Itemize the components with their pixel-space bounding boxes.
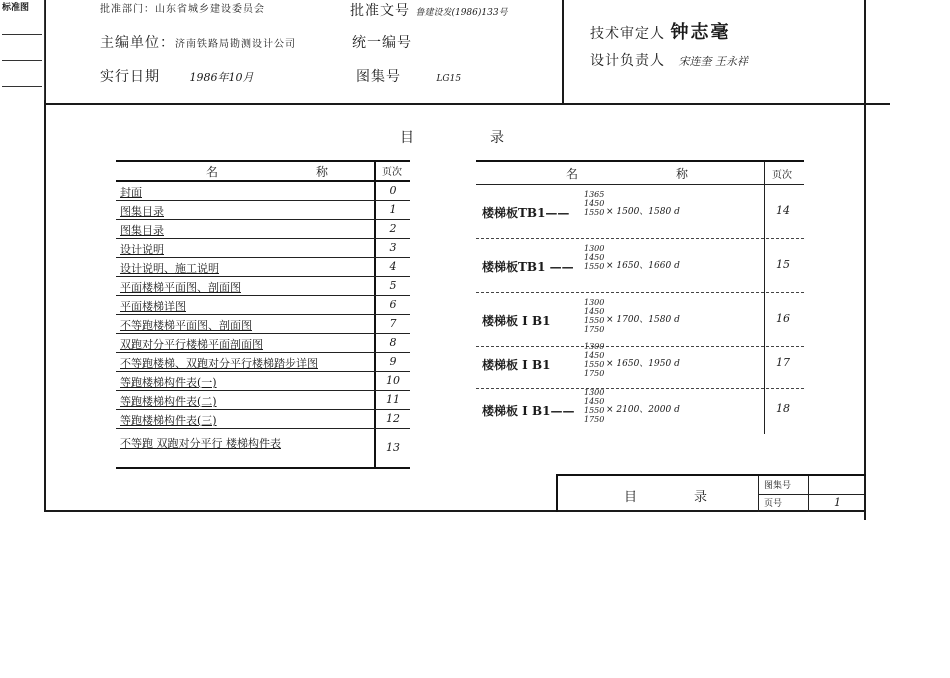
table-row xyxy=(116,277,410,296)
atlas-no-label: 图集号 xyxy=(356,69,401,85)
design-lead xyxy=(590,50,748,70)
right-table-header xyxy=(476,162,804,185)
impl-date xyxy=(100,66,253,86)
approval-doc-label: 批准文号 xyxy=(350,3,410,19)
row-page: 8 xyxy=(389,336,397,349)
unified-no xyxy=(352,32,412,52)
row-name: 不等跑楼梯、双跑对分平行楼梯踏步详图 xyxy=(120,357,318,370)
row-dims: 1365 1450 1550 xyxy=(584,190,605,217)
toc-title-right: 录 xyxy=(490,130,504,146)
row-name: 封面 xyxy=(120,186,142,199)
frame-right-border xyxy=(864,0,866,520)
unified-no-label: 统一编号 xyxy=(352,35,412,51)
right-header-name-b: 称 xyxy=(676,167,689,181)
row-name: 楼梯板 I B1 xyxy=(482,358,551,372)
table-row xyxy=(116,220,410,239)
row-name: 图集目录 xyxy=(120,224,164,237)
row-name: 等跑楼梯构件表(三) xyxy=(120,414,217,427)
left-header-name-a: 名 xyxy=(206,165,219,179)
table-row xyxy=(116,182,410,201)
header-bottom-border xyxy=(46,103,890,105)
table-row xyxy=(476,338,804,390)
margin-stamp xyxy=(0,0,45,100)
table-row xyxy=(116,239,410,258)
row-name: 等跑楼梯构件表(二) xyxy=(120,395,217,408)
row-name: 设计说明、施工说明 xyxy=(120,262,219,275)
table-row xyxy=(116,201,410,220)
row-page: 17 xyxy=(776,356,790,369)
row-name: 楼梯板TB1—— xyxy=(482,206,570,220)
design-lead-label: 设计负责人 xyxy=(590,53,665,69)
right-header-page: 页次 xyxy=(772,170,792,181)
title-block-name-left: 目 xyxy=(624,490,638,505)
stamp-side-chars: 标准图 xyxy=(2,0,42,35)
row-dims: 1300 1450 1550 xyxy=(584,244,605,271)
row-dims: 1300 1450 1550 1750 xyxy=(584,388,605,424)
row-spec: × 1500、1580 d xyxy=(606,207,680,217)
title-block-page-value: 1 xyxy=(834,496,841,509)
row-divider xyxy=(476,238,804,239)
row-page: 18 xyxy=(776,402,790,415)
row-dims: 1300 1450 1550 1750 xyxy=(584,298,605,334)
approval-doc-value: 鲁建设发(1986)133号 xyxy=(415,8,508,18)
editor-unit xyxy=(100,32,296,52)
approval-dept-label: 批准部门： xyxy=(100,4,155,15)
table-row xyxy=(476,240,804,292)
row-name: 平面楼梯详图 xyxy=(120,300,186,313)
impl-date-value: 1986年10月 xyxy=(189,71,254,84)
title-block-name-right: 录 xyxy=(694,490,708,505)
table-row xyxy=(476,186,804,238)
row-spec: × 1700、1580 d xyxy=(606,315,680,325)
row-page: 1 xyxy=(389,203,397,216)
row-page: 0 xyxy=(389,184,397,197)
tech-reviewer-label: 技术审定人 xyxy=(590,26,665,42)
row-name: 等跑楼梯构件表(一) xyxy=(120,376,217,389)
editor-value: 济南铁路局勘测设计公司 xyxy=(175,39,296,50)
row-page: 12 xyxy=(386,412,400,425)
table-row xyxy=(116,296,410,315)
row-page: 6 xyxy=(389,298,397,311)
atlas-no-value: LG15 xyxy=(436,74,462,84)
title-block-atlas-label: 图集号 xyxy=(764,481,792,491)
row-name: 楼梯板TB1 —— xyxy=(482,260,574,274)
row-name: 不等跑楼梯平面图、剖面图 xyxy=(120,319,252,332)
design-lead-signature: 宋连奎 王永祥 xyxy=(678,55,748,68)
row-page: 9 xyxy=(389,355,397,368)
row-page: 14 xyxy=(776,204,790,217)
left-table-header xyxy=(116,162,410,182)
table-row xyxy=(116,353,410,372)
row-page: 7 xyxy=(389,317,397,330)
table-row xyxy=(116,391,410,410)
toc-right-table xyxy=(476,160,804,434)
editor-label: 主编单位： xyxy=(100,35,175,51)
row-name: 不等跑 双跑对分平行 楼梯构件表 xyxy=(120,437,281,450)
approval-doc xyxy=(350,0,508,20)
row-name: 图集目录 xyxy=(120,205,164,218)
row-divider xyxy=(476,292,804,293)
approval-dept xyxy=(100,0,265,15)
right-header-name-a: 名 xyxy=(566,167,579,181)
impl-date-label: 实行日期 xyxy=(100,69,160,85)
left-header-page: 页次 xyxy=(382,167,402,178)
left-header-name-b: 称 xyxy=(316,165,329,179)
approval-dept-value: 山东省城乡建设委员会 xyxy=(155,4,265,15)
row-name: 双跑对分平行楼梯平面剖面图 xyxy=(120,338,263,351)
row-page: 13 xyxy=(386,441,400,454)
row-page: 11 xyxy=(386,393,400,406)
row-dims: 1300 1450 1550 1750 xyxy=(584,342,605,378)
tech-reviewer xyxy=(590,18,730,44)
tech-reviewer-signature: 钟志毫 xyxy=(670,22,731,43)
row-page: 3 xyxy=(389,241,397,254)
row-page: 4 xyxy=(389,260,397,273)
row-name: 设计说明 xyxy=(120,243,164,256)
table-row xyxy=(116,315,410,334)
row-page: 2 xyxy=(389,222,397,235)
row-name: 楼梯板 I B1 xyxy=(482,314,551,328)
row-page: 15 xyxy=(776,258,790,271)
row-page: 10 xyxy=(386,374,400,387)
row-spec: × 1650、1950 d xyxy=(606,359,680,369)
header-divider xyxy=(562,0,564,104)
row-spec: × 2100、2000 d xyxy=(606,405,680,415)
row-spec: × 1650、1660 d xyxy=(606,261,680,271)
table-row xyxy=(116,410,410,429)
toc-title-left: 目 xyxy=(400,130,414,146)
atlas-no xyxy=(356,66,461,86)
title-block xyxy=(556,474,866,512)
row-name: 平面楼梯平面图、剖面图 xyxy=(120,281,241,294)
table-row xyxy=(116,258,410,277)
toc-left-table xyxy=(116,160,410,469)
title-block-page-label: 页号 xyxy=(764,499,783,509)
table-row xyxy=(116,372,410,391)
table-row xyxy=(476,384,804,436)
row-page: 5 xyxy=(389,279,397,292)
table-row xyxy=(116,429,410,469)
table-row xyxy=(116,334,410,353)
row-name: 楼梯板 I B1—— xyxy=(482,404,575,418)
row-page: 16 xyxy=(776,312,790,325)
